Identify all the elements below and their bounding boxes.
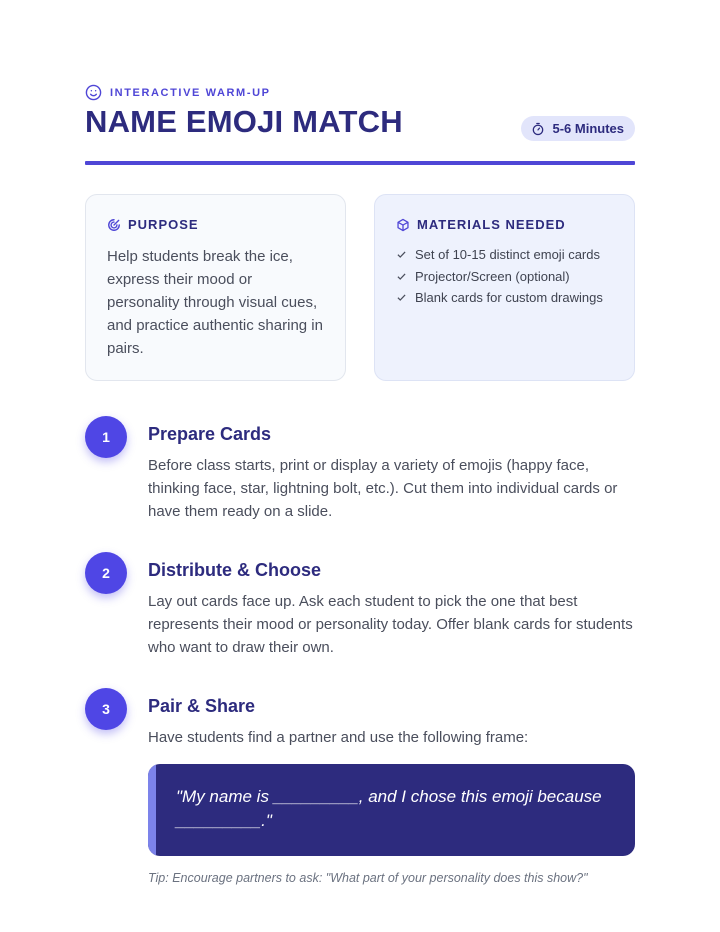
eyebrow bbox=[85, 84, 271, 101]
step-title: Distribute & Choose bbox=[148, 560, 322, 580]
check-icon bbox=[397, 293, 406, 302]
step-title: Pair & Share bbox=[148, 696, 256, 716]
step-description: Lay out cards face up. Ask each student to pick the one that best represents their mood or personality today. Offer blank cards for students who want to draw their own. bbox=[148, 593, 633, 656]
purpose-heading-label: PURPOSE bbox=[128, 217, 199, 232]
list-item bbox=[397, 287, 624, 309]
list-item bbox=[397, 244, 624, 266]
materials-heading bbox=[396, 217, 566, 232]
purpose-text: Help students break the ice, express their mood or personality through visual cues, and practice authentic sharing in pairs. bbox=[107, 248, 323, 357]
purpose-card bbox=[85, 194, 346, 381]
materials-heading-label: MATERIALS NEEDED bbox=[417, 217, 566, 232]
step-title: Prepare Cards bbox=[148, 424, 272, 444]
material-label: Projector/Screen (optional) bbox=[415, 268, 570, 284]
step-description: Have students find a partner and use the following frame: bbox=[148, 729, 529, 746]
eyebrow-label: INTERACTIVE WARM-UP bbox=[110, 86, 271, 99]
check-icon bbox=[397, 250, 406, 259]
step-description: Before class starts, print or display a variety of emojis (happy face, thinking face, star, lightning bolt, etc.). Cut them into individual cards or have them ready on a slide. bbox=[148, 457, 618, 520]
sentence-frame-text: "My name is _________, and I chose this emoji because _________." bbox=[176, 787, 602, 830]
header-divider bbox=[85, 161, 635, 165]
target-icon bbox=[107, 218, 121, 232]
list-item bbox=[397, 266, 624, 288]
duration-badge bbox=[521, 116, 635, 141]
materials-list bbox=[397, 244, 624, 309]
box-icon bbox=[396, 218, 410, 232]
material-label: Blank cards for custom drawings bbox=[415, 290, 603, 305]
smiley-icon bbox=[85, 84, 102, 101]
step-number: 2 bbox=[85, 552, 127, 594]
duration-label: 5-6 Minutes bbox=[552, 121, 624, 136]
sentence-frame-callout bbox=[148, 764, 635, 856]
step-number: 3 bbox=[85, 688, 127, 730]
stopwatch-icon bbox=[531, 122, 545, 136]
check-icon bbox=[397, 272, 406, 281]
callout-accent-bar bbox=[148, 764, 156, 856]
page-title: NAME EMOJI MATCH bbox=[85, 104, 403, 139]
purpose-heading bbox=[107, 217, 199, 232]
step-number: 1 bbox=[85, 416, 127, 458]
material-label: Set of 10-15 distinct emoji cards bbox=[415, 247, 600, 262]
tip-text: Tip: Encourage partners to ask: "What part of your personality does this show?" bbox=[148, 871, 588, 885]
materials-card bbox=[374, 194, 635, 381]
